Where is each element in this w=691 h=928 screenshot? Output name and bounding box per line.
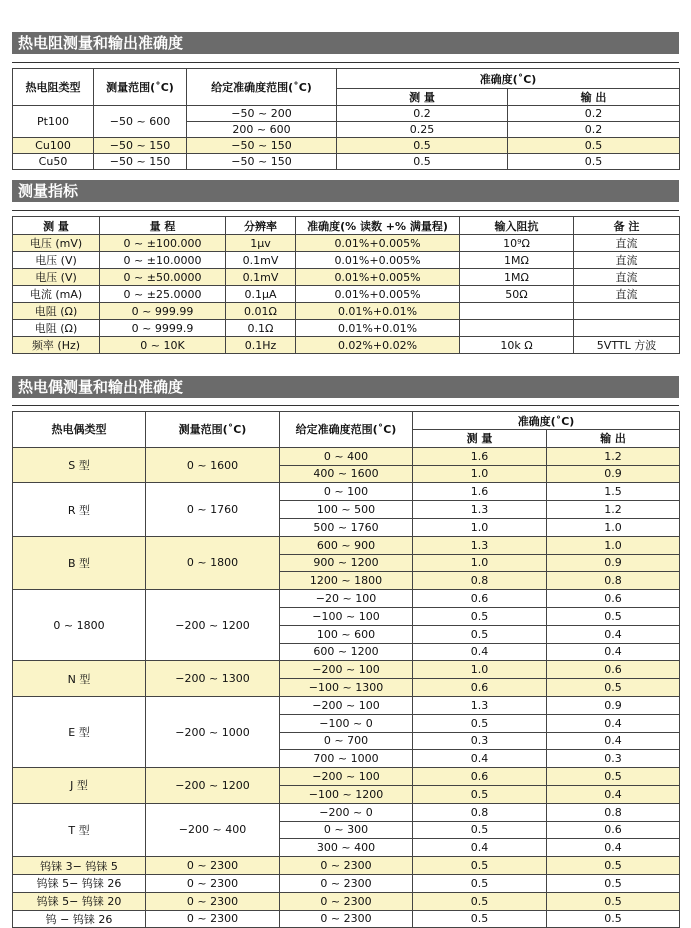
type-cell: Cu50 <box>13 154 94 170</box>
note-cell: 5VTTL 方波 <box>574 337 680 354</box>
accuracy-range-cell: 0 ~ 300 <box>280 821 413 839</box>
header-measure-range: 测量范围(˚C) <box>94 69 187 106</box>
output-accuracy-cell: 1.5 <box>547 483 680 501</box>
measure-accuracy-cell: 0.25 <box>337 122 508 138</box>
output-accuracy-cell: 0.5 <box>508 154 680 170</box>
accuracy-range-cell: −200 ~ 100 <box>280 768 413 786</box>
output-accuracy-cell: 0.6 <box>547 590 680 608</box>
output-accuracy-cell: 0.2 <box>508 106 680 122</box>
range-cell: 0 ~ 1760 <box>146 483 280 536</box>
measure-accuracy-cell: 0.5 <box>337 154 508 170</box>
item-cell: 电压 (V) <box>13 269 100 286</box>
note-cell: 直流 <box>574 252 680 269</box>
spec-table-body <box>13 235 680 354</box>
table-row <box>13 857 680 875</box>
table-row <box>13 536 680 554</box>
measure-accuracy-cell: 0.3 <box>413 732 547 750</box>
output-accuracy-cell: 0.4 <box>547 643 680 661</box>
range-cell: −200 ~ 1200 <box>146 590 280 661</box>
table-row <box>13 235 680 252</box>
accuracy-range-cell: 0 ~ 2300 <box>280 892 413 910</box>
header-output: 输 出 <box>547 430 680 448</box>
accuracy-range-cell: 0 ~ 2300 <box>280 910 413 928</box>
type-cell: 钨铼 5− 钨铼 20 <box>13 892 146 910</box>
header-accuracy: 准确度(˚C) <box>337 69 680 89</box>
table-row <box>13 892 680 910</box>
measure-accuracy-cell: 0.5 <box>413 607 547 625</box>
measure-accuracy-cell: 1.0 <box>413 518 547 536</box>
accuracy-range-cell: −50 ~ 150 <box>187 138 337 154</box>
measure-accuracy-cell: 0.5 <box>413 874 547 892</box>
range-cell: −200 ~ 400 <box>146 803 280 856</box>
range-cell: 0 ~ 1800 <box>146 536 280 589</box>
measure-accuracy-cell: 1.3 <box>413 536 547 554</box>
accuracy-range-cell: 0 ~ 100 <box>280 483 413 501</box>
accuracy-range-cell: 100 ~ 600 <box>280 625 413 643</box>
table-row <box>13 320 680 337</box>
accuracy-cell: 0.01%+0.005% <box>296 252 460 269</box>
accuracy-range-cell: 600 ~ 900 <box>280 536 413 554</box>
tc-table-body <box>13 447 680 928</box>
measure-accuracy-cell: 1.6 <box>413 447 547 465</box>
accuracy-range-cell: 1200 ~ 1800 <box>280 572 413 590</box>
note-cell <box>574 303 680 320</box>
type-cell: R 型 <box>13 483 146 536</box>
measure-accuracy-cell: 0.2 <box>337 106 508 122</box>
output-accuracy-cell: 0.4 <box>547 714 680 732</box>
table-row <box>13 252 680 269</box>
accuracy-range-cell: 900 ~ 1200 <box>280 554 413 572</box>
table-row <box>13 337 680 354</box>
impedance-cell: 50Ω <box>460 286 574 303</box>
measure-accuracy-cell: 1.3 <box>413 501 547 519</box>
resolution-cell: 0.01Ω <box>226 303 296 320</box>
output-accuracy-cell: 0.6 <box>547 661 680 679</box>
accuracy-range-cell: −20 ~ 100 <box>280 590 413 608</box>
table-row <box>13 910 680 928</box>
table-row <box>13 803 680 821</box>
impedance-cell: 1MΩ <box>460 252 574 269</box>
range-cell: −200 ~ 1300 <box>146 661 280 697</box>
item-cell: 电阻 (Ω) <box>13 320 100 337</box>
item-cell: 频率 (Hz) <box>13 337 100 354</box>
measure-accuracy-cell: 0.6 <box>413 768 547 786</box>
measure-accuracy-cell: 0.5 <box>413 821 547 839</box>
type-cell: Pt100 <box>13 106 94 138</box>
measure-accuracy-cell: 1.0 <box>413 465 547 483</box>
accuracy-range-cell: 300 ~ 400 <box>280 839 413 857</box>
table-row <box>13 303 680 320</box>
output-accuracy-cell: 0.5 <box>547 874 680 892</box>
output-accuracy-cell: 1.0 <box>547 536 680 554</box>
table-row <box>13 696 680 714</box>
header-accuracy-range: 给定准确度范围(˚C) <box>280 412 413 448</box>
accuracy-range-cell: −200 ~ 0 <box>280 803 413 821</box>
table-row <box>13 483 680 501</box>
resolution-cell: 0.1Hz <box>226 337 296 354</box>
type-cell: S 型 <box>13 447 146 483</box>
output-accuracy-cell: 0.5 <box>547 679 680 697</box>
accuracy-cell: 0.02%+0.02% <box>296 337 460 354</box>
range-cell: 0 ~ 2300 <box>146 910 280 928</box>
range-cell: 0 ~ ±100.000 <box>100 235 226 252</box>
measure-accuracy-cell: 0.8 <box>413 803 547 821</box>
impedance-cell: 1MΩ <box>460 269 574 286</box>
range-cell: 0 ~ ±25.0000 <box>100 286 226 303</box>
measure-accuracy-cell: 0.6 <box>413 590 547 608</box>
range-cell: −50 ~ 150 <box>94 138 187 154</box>
resolution-cell: 0.1μA <box>226 286 296 303</box>
range-cell: 0 ~ 1600 <box>146 447 280 483</box>
output-accuracy-cell: 0.4 <box>547 625 680 643</box>
header-measure: 测 量 <box>337 89 508 106</box>
accuracy-range-cell: 400 ~ 1600 <box>280 465 413 483</box>
table-row <box>13 590 680 608</box>
item-cell: 电压 (V) <box>13 252 100 269</box>
accuracy-range-cell: 500 ~ 1760 <box>280 518 413 536</box>
item-cell: 电流 (mA) <box>13 286 100 303</box>
header-resolution: 分辨率 <box>226 217 296 235</box>
output-accuracy-cell: 0.5 <box>547 768 680 786</box>
note-cell <box>574 320 680 337</box>
accuracy-range-cell: 100 ~ 500 <box>280 501 413 519</box>
range-cell: 0 ~ 2300 <box>146 892 280 910</box>
range-cell: −50 ~ 600 <box>94 106 187 138</box>
accuracy-range-cell: 0 ~ 2300 <box>280 874 413 892</box>
table-row <box>13 138 680 154</box>
output-accuracy-cell: 0.5 <box>547 607 680 625</box>
header-accuracy-range: 给定准确度范围(˚C) <box>187 69 337 106</box>
rtd-accuracy-table <box>12 68 680 170</box>
accuracy-range-cell: −100 ~ 100 <box>280 607 413 625</box>
resolution-cell: 0.1mV <box>226 252 296 269</box>
output-accuracy-cell: 0.4 <box>547 785 680 803</box>
note-cell: 直流 <box>574 269 680 286</box>
header-measure-range: 测量范围(˚C) <box>146 412 280 448</box>
accuracy-cell: 0.01%+0.01% <box>296 320 460 337</box>
measure-accuracy-cell: 0.5 <box>337 138 508 154</box>
accuracy-range-cell: −100 ~ 1300 <box>280 679 413 697</box>
measure-accuracy-cell: 0.5 <box>413 910 547 928</box>
range-cell: 0 ~ 999.99 <box>100 303 226 320</box>
range-cell: 0 ~ ±10.0000 <box>100 252 226 269</box>
section-title-tc: 热电偶测量和输出准确度 <box>12 376 679 398</box>
range-cell: 0 ~ 2300 <box>146 874 280 892</box>
note-cell: 直流 <box>574 235 680 252</box>
accuracy-range-cell: 0 ~ 400 <box>280 447 413 465</box>
output-accuracy-cell: 1.0 <box>547 518 680 536</box>
table-row <box>13 106 680 122</box>
note-cell: 直流 <box>574 286 680 303</box>
accuracy-range-cell: −200 ~ 100 <box>280 661 413 679</box>
range-cell: 0 ~ 10K <box>100 337 226 354</box>
accuracy-range-cell: −50 ~ 150 <box>187 154 337 170</box>
table-row <box>13 269 680 286</box>
output-accuracy-cell: 0.9 <box>547 554 680 572</box>
accuracy-range-cell: 0 ~ 2300 <box>280 857 413 875</box>
section-title-rtd: 热电阻测量和输出准确度 <box>12 32 679 54</box>
header-range: 量 程 <box>100 217 226 235</box>
type-cell: 钨铼 5− 钨铼 26 <box>13 874 146 892</box>
measure-accuracy-cell: 1.6 <box>413 483 547 501</box>
header-output: 输 出 <box>508 89 680 106</box>
item-cell: 电压 (mV) <box>13 235 100 252</box>
header-measure: 测 量 <box>413 430 547 448</box>
range-cell: −50 ~ 150 <box>94 154 187 170</box>
type-cell: T 型 <box>13 803 146 856</box>
measure-accuracy-cell: 0.5 <box>413 785 547 803</box>
measure-accuracy-cell: 0.8 <box>413 572 547 590</box>
table-row <box>13 286 680 303</box>
type-cell: J 型 <box>13 768 146 804</box>
measure-accuracy-cell: 0.5 <box>413 892 547 910</box>
impedance-cell: 10⁹Ω <box>460 235 574 252</box>
measure-accuracy-cell: 0.5 <box>413 857 547 875</box>
header-rtd-type: 热电阻类型 <box>13 69 94 106</box>
header-accuracy: 准确度(˚C) <box>413 412 680 430</box>
output-accuracy-cell: 0.5 <box>547 910 680 928</box>
range-cell: −200 ~ 1200 <box>146 768 280 804</box>
range-cell: 0 ~ ±50.0000 <box>100 269 226 286</box>
measure-accuracy-cell: 0.6 <box>413 679 547 697</box>
type-cell: B 型 <box>13 536 146 589</box>
output-accuracy-cell: 1.2 <box>547 501 680 519</box>
rtd-table-body <box>13 106 680 170</box>
section-rule <box>12 405 679 406</box>
accuracy-cell: 0.01%+0.005% <box>296 269 460 286</box>
type-cell: E 型 <box>13 696 146 767</box>
section-rule <box>12 210 679 211</box>
output-accuracy-cell: 0.9 <box>547 465 680 483</box>
measure-accuracy-cell: 0.4 <box>413 750 547 768</box>
output-accuracy-cell: 0.5 <box>547 892 680 910</box>
resolution-cell: 0.1Ω <box>226 320 296 337</box>
header-note: 备 注 <box>574 217 680 235</box>
type-cell: 钨铼 3− 钨铼 5 <box>13 857 146 875</box>
accuracy-cell: 0.01%+0.005% <box>296 235 460 252</box>
output-accuracy-cell: 0.4 <box>547 839 680 857</box>
output-accuracy-cell: 1.2 <box>547 447 680 465</box>
accuracy-range-cell: −100 ~ 0 <box>280 714 413 732</box>
measure-accuracy-cell: 0.4 <box>413 643 547 661</box>
table-row <box>13 154 680 170</box>
range-cell: −200 ~ 1000 <box>146 696 280 767</box>
output-accuracy-cell: 0.9 <box>547 696 680 714</box>
measure-accuracy-cell: 1.3 <box>413 696 547 714</box>
header-item: 测 量 <box>13 217 100 235</box>
measure-accuracy-cell: 0.4 <box>413 839 547 857</box>
resolution-cell: 1μv <box>226 235 296 252</box>
header-impedance: 输入阻抗 <box>460 217 574 235</box>
table-row <box>13 447 680 465</box>
accuracy-range-cell: 600 ~ 1200 <box>280 643 413 661</box>
resolution-cell: 0.1mV <box>226 269 296 286</box>
output-accuracy-cell: 0.8 <box>547 803 680 821</box>
table-row <box>13 768 680 786</box>
accuracy-range-cell: 200 ~ 600 <box>187 122 337 138</box>
range-cell: 0 ~ 2300 <box>146 857 280 875</box>
impedance-cell <box>460 320 574 337</box>
accuracy-range-cell: −200 ~ 100 <box>280 696 413 714</box>
measure-accuracy-cell: 1.0 <box>413 661 547 679</box>
table-row <box>13 661 680 679</box>
output-accuracy-cell: 0.6 <box>547 821 680 839</box>
section-rule <box>12 62 679 63</box>
output-accuracy-cell: 0.5 <box>547 857 680 875</box>
header-tc-type: 热电偶类型 <box>13 412 146 448</box>
accuracy-range-cell: −50 ~ 200 <box>187 106 337 122</box>
measurement-spec-table <box>12 216 680 354</box>
measure-accuracy-cell: 0.5 <box>413 625 547 643</box>
type-cell: Cu100 <box>13 138 94 154</box>
output-accuracy-cell: 0.8 <box>547 572 680 590</box>
measure-accuracy-cell: 0.5 <box>413 714 547 732</box>
header-accuracy: 准确度(% 读数 +% 满量程) <box>296 217 460 235</box>
accuracy-cell: 0.01%+0.01% <box>296 303 460 320</box>
impedance-cell: 10k Ω <box>460 337 574 354</box>
table-row <box>13 874 680 892</box>
measure-accuracy-cell: 1.0 <box>413 554 547 572</box>
accuracy-range-cell: −100 ~ 1200 <box>280 785 413 803</box>
type-cell: N 型 <box>13 661 146 697</box>
output-accuracy-cell: 0.3 <box>547 750 680 768</box>
accuracy-range-cell: 0 ~ 700 <box>280 732 413 750</box>
type-cell: 钨 − 钨铼 26 <box>13 910 146 928</box>
output-accuracy-cell: 0.4 <box>547 732 680 750</box>
impedance-cell <box>460 303 574 320</box>
output-accuracy-cell: 0.5 <box>508 138 680 154</box>
accuracy-cell: 0.01%+0.005% <box>296 286 460 303</box>
item-cell: 电阻 (Ω) <box>13 303 100 320</box>
range-cell: 0 ~ 9999.9 <box>100 320 226 337</box>
section-title-spec: 测量指标 <box>12 180 679 202</box>
type-cell: 0 ~ 1800 <box>13 590 146 661</box>
thermocouple-accuracy-table <box>12 411 680 928</box>
output-accuracy-cell: 0.2 <box>508 122 680 138</box>
accuracy-range-cell: 700 ~ 1000 <box>280 750 413 768</box>
